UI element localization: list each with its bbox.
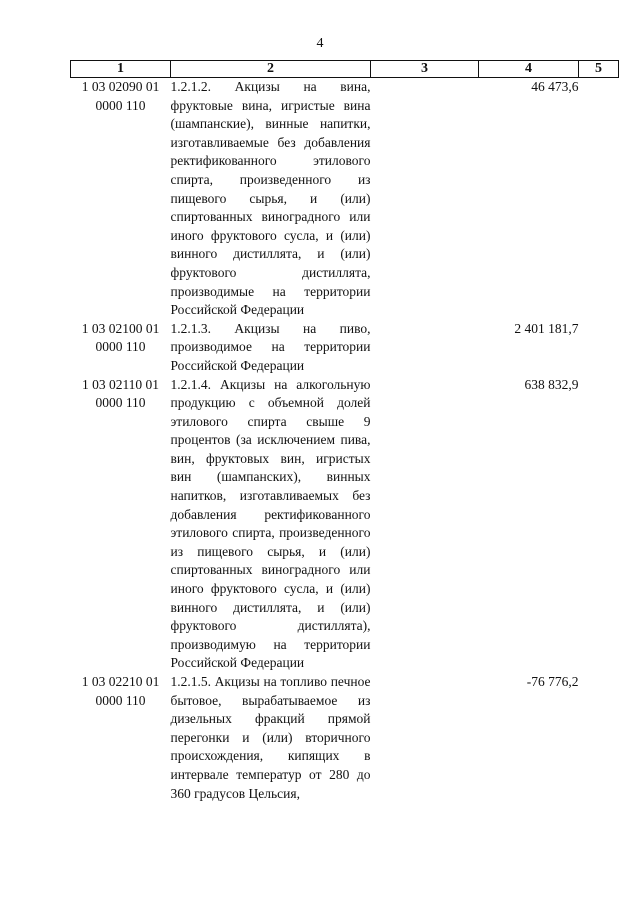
row-amount: 46 473,6 [531, 79, 579, 94]
row-name: 1.2.1.4. Акцизы на алкогольную продукцию с объемной долей этилового спирта свыше 9 процентов (за исключением пива, вин, фруктовых вин, игристых вин (шампанских), винных напитков, изготавливаемых без добавления ректификованного этилового спирта, произведенного из пищевого сырья, и (или) спиртованных виноградного или иного фруктового сусла, и (или) винного дистиллята, и (или) фруктового дистиллята), производимую на территории Российской Федерации [170, 376, 371, 671]
table-row [71, 673, 619, 803]
row-col5 [579, 320, 619, 376]
row-amount: 638 832,9 [524, 376, 579, 392]
code-line: 0000 110 [95, 339, 146, 355]
row-code [71, 376, 171, 674]
table-header-row [71, 61, 619, 78]
code-line: 1 03 02210 01 [81, 674, 160, 689]
row-code [71, 320, 171, 376]
code-line: 0000 110 [95, 395, 146, 411]
table-row [71, 320, 619, 376]
row-col3 [371, 673, 479, 803]
header-col-2: 2 [171, 61, 371, 78]
code-line: 0000 110 [95, 97, 146, 113]
header-col-4: 4 [479, 61, 579, 78]
row-code [71, 673, 171, 803]
table-row [71, 376, 619, 674]
row-name: 1.2.1.2. Акцизы на вина, фруктовые вина, игристые вина (шампанские), винные напитки, изготавливаемые без добавления ректификованного этилового спирта, произведенного из пищевого сырья, и (или) спиртованных виноградного или иного фруктового сусла, и (или) винного дистиллята, и (или) фруктового дистиллята, производимые на территории Российской Федерации [170, 79, 371, 318]
header-col-1: 1 [71, 61, 171, 78]
code-line: 1 03 02090 01 [81, 79, 160, 94]
table-row [71, 78, 619, 320]
row-col3 [371, 320, 479, 376]
row-col5 [579, 673, 619, 803]
row-col3 [371, 78, 479, 320]
row-col3 [371, 376, 479, 674]
row-amount: 2 401 181,7 [514, 320, 579, 336]
code-line: 0000 110 [95, 692, 146, 708]
budget-table [70, 60, 619, 803]
row-name: 1.2.1.5. Акцизы на топливо печное бытовое, вырабатываемое из дизельных фракций прямой перегонки и (или) вторичного происхождения, кипящих в интервале температур от 280 до 360 градусов Цельсия, [170, 674, 371, 801]
code-line: 1 03 02110 01 [81, 376, 160, 392]
row-amount: -76 776,2 [526, 674, 579, 689]
code-line: 1 03 02100 01 [81, 320, 160, 336]
row-name: 1.2.1.3. Акцизы на пиво, производимое на территории Российской Федерации [170, 320, 371, 373]
row-code [71, 78, 171, 320]
row-col5 [579, 78, 619, 320]
row-col5 [579, 376, 619, 674]
header-col-5: 5 [579, 61, 619, 78]
header-col-3: 3 [371, 61, 479, 78]
page-number: 4 [316, 36, 324, 51]
